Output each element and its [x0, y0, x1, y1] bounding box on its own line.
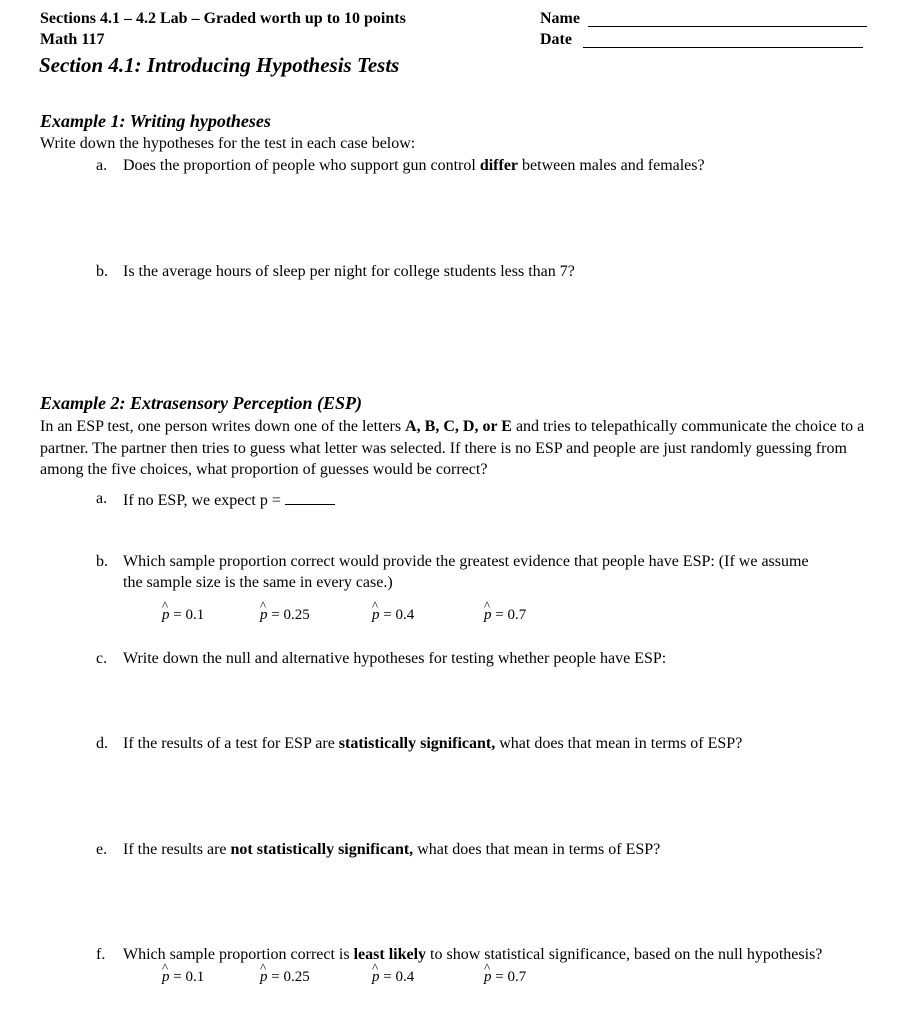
choice-phat-3	[372, 607, 414, 624]
example2-d-text-before: If the results of a test for ESP are	[123, 735, 339, 752]
example2-b-question-line2: the sample size is the same in every case.)	[123, 574, 393, 591]
date-label: Date	[540, 31, 572, 48]
example1-a-question	[123, 157, 705, 175]
example2-d-text-after: what does that mean in terms of ESP?	[495, 735, 743, 752]
example1-a-text-before: Does the proportion of people who support gun control	[123, 157, 480, 174]
example2-a-text: If no ESP, we expect p =	[123, 492, 285, 509]
example2-title: Example 2: Extrasensory Perception (ESP)	[40, 393, 362, 413]
example1-a-bold: differ	[479, 157, 519, 174]
example2-c-label: c.	[96, 650, 108, 667]
choice-value: = 0.1	[173, 607, 205, 623]
choice-phat-f-3	[372, 969, 414, 986]
example2-a-question	[123, 490, 335, 510]
p-hat-symbol: ^ p	[484, 969, 492, 986]
example2-a-label: a.	[96, 490, 108, 507]
example2-e-bold: not statistically significant,	[230, 841, 414, 858]
example2-intro-part1: In an ESP test, one person writes down one of the letters	[40, 418, 406, 435]
example1-a-label: a.	[96, 157, 108, 174]
section-title: Section 4.1: Introducing Hypothesis Tests	[39, 53, 400, 77]
example1-b-label: b.	[96, 263, 108, 280]
name-field-line[interactable]	[588, 12, 867, 27]
choice-value: = 0.25	[271, 969, 310, 985]
p-hat-symbol: ^ p	[260, 607, 268, 624]
example2-f-text-before: Which sample proportion correct is	[123, 946, 354, 963]
choice-value: = 0.25	[271, 607, 310, 623]
example2-d-bold: statistically significant,	[338, 735, 496, 752]
example2-e-text-after: what does that mean in terms of ESP?	[413, 841, 661, 858]
name-label: Name	[540, 10, 580, 27]
example2-d-question	[123, 735, 742, 753]
choice-value: = 0.4	[383, 969, 415, 985]
p-hat-symbol: ^ p	[260, 969, 268, 986]
answer-blank[interactable]	[285, 490, 335, 505]
example2-intro-part2: and tries to telepathically communicate the choice to a partner. The partner then tries to guess what letter was selected. If there is no ESP and people are just randomly guessing from among the five choices, what proportion of guesses would be correct?	[40, 418, 865, 478]
example2-e-text-before: If the results are	[123, 841, 231, 858]
choice-value: = 0.1	[173, 969, 205, 985]
example1-a-text-after: between males and females?	[518, 157, 705, 174]
date-field-line[interactable]	[583, 33, 863, 48]
choice-value: = 0.7	[495, 969, 527, 985]
example2-b-question-line1: Which sample proportion correct would provide the greatest evidence that people have ESP: (If we assume	[123, 553, 809, 570]
lab-title: Sections 4.1 – 4.2 Lab – Graded worth up to 10 points	[40, 10, 406, 27]
example2-intro-bold: A, B, C, D, or E	[405, 418, 512, 435]
example2-c-question: Write down the null and alternative hypotheses for testing whether people have ESP:	[123, 650, 667, 667]
course-label: Math 117	[40, 31, 105, 48]
choice-phat-f-2	[260, 969, 310, 986]
choice-value: = 0.4	[383, 607, 415, 623]
example2-e-question	[123, 841, 660, 859]
example2-f-text-after: to show statistical significance, based on the null hypothesis?	[426, 946, 823, 963]
example2-intro	[40, 416, 865, 481]
example2-e-label: e.	[96, 841, 108, 858]
p-hat-symbol: ^ p	[484, 607, 492, 624]
example2-d-label: d.	[96, 735, 108, 752]
p-hat-symbol: ^ p	[372, 607, 380, 624]
choice-phat-1	[162, 607, 204, 624]
choice-phat-4	[484, 607, 526, 624]
example2-f-bold: least likely	[353, 946, 427, 963]
example1-b-question: Is the average hours of sleep per night for college students less than 7?	[123, 263, 575, 280]
example2-f-question	[123, 946, 822, 964]
example2-b-label: b.	[96, 553, 108, 570]
example1-title: Example 1: Writing hypotheses	[40, 111, 271, 131]
choice-phat-f-1	[162, 969, 204, 986]
example2-f-label: f.	[96, 946, 106, 963]
p-hat-symbol: ^ p	[162, 969, 170, 986]
p-hat-symbol: ^ p	[372, 969, 380, 986]
choice-phat-2	[260, 607, 310, 624]
example1-intro: Write down the hypotheses for the test in each case below:	[40, 135, 416, 152]
choice-phat-f-4	[484, 969, 526, 986]
p-hat-symbol: ^ p	[162, 607, 170, 624]
choice-value: = 0.7	[495, 607, 527, 623]
